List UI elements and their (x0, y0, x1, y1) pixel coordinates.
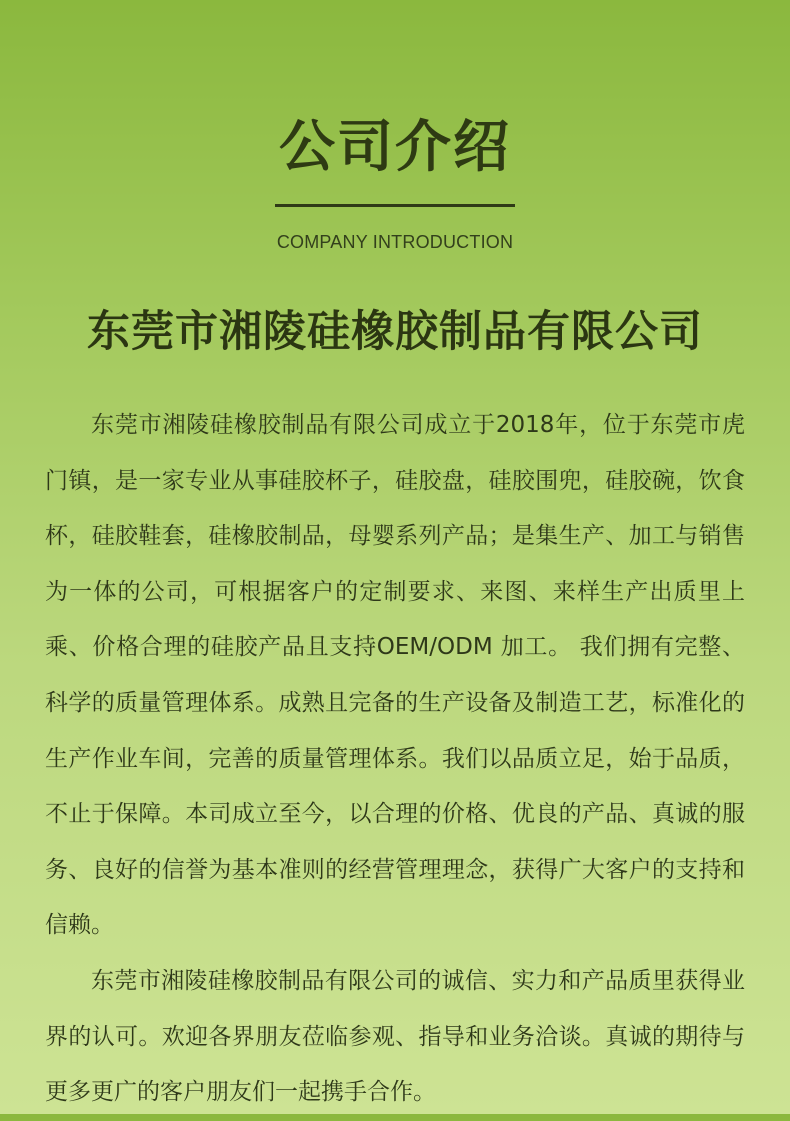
intro-paragraph-1: 东莞市湘陵硅橡胶制品有限公司成立于2018年，位于东莞市虎门镇，是一家专业从事硅胶杯子，硅胶盘，硅胶围兜，硅胶碗，饮食杯，硅胶鞋套，硅橡胶制品，母婴系列产品；是集生产、加工与销售为一体的公司，可根据客户的定制要求、来图、来样生产出质里上乘、价格合理的硅胶产品且支持OEM/ODM 加工。 我们拥有完整、科学的质量管理体系。成熟且完备的生产设备及制造工艺，标准化的生产作业车间，完善的质量管理体系。我们以品质立足，始于品质，不止于保障。本司成立至今，以合理的价格、优良的产品、真诚的服务、良好的信誉为基本准则的经营管理理念，获得广大客户的支持和信赖。 (45, 412, 745, 939)
title-divider (275, 204, 515, 207)
intro-paragraph-2: 东莞市湘陵硅橡胶制品有限公司的诚信、实力和产品质里获得业界的认可。欢迎各界朋友莅临参观、指导和业务洽谈。真诚的期待与更多更广的客户朋友们一起携手合作。 (45, 967, 745, 1106)
section-title: 公司介绍 (279, 115, 511, 180)
intro-text (45, 398, 745, 1121)
company-name: 东莞市湘陵硅橡胶制品有限公司 (87, 307, 703, 357)
section-subtitle: COMPANY INTRODUCTION (276, 232, 514, 252)
